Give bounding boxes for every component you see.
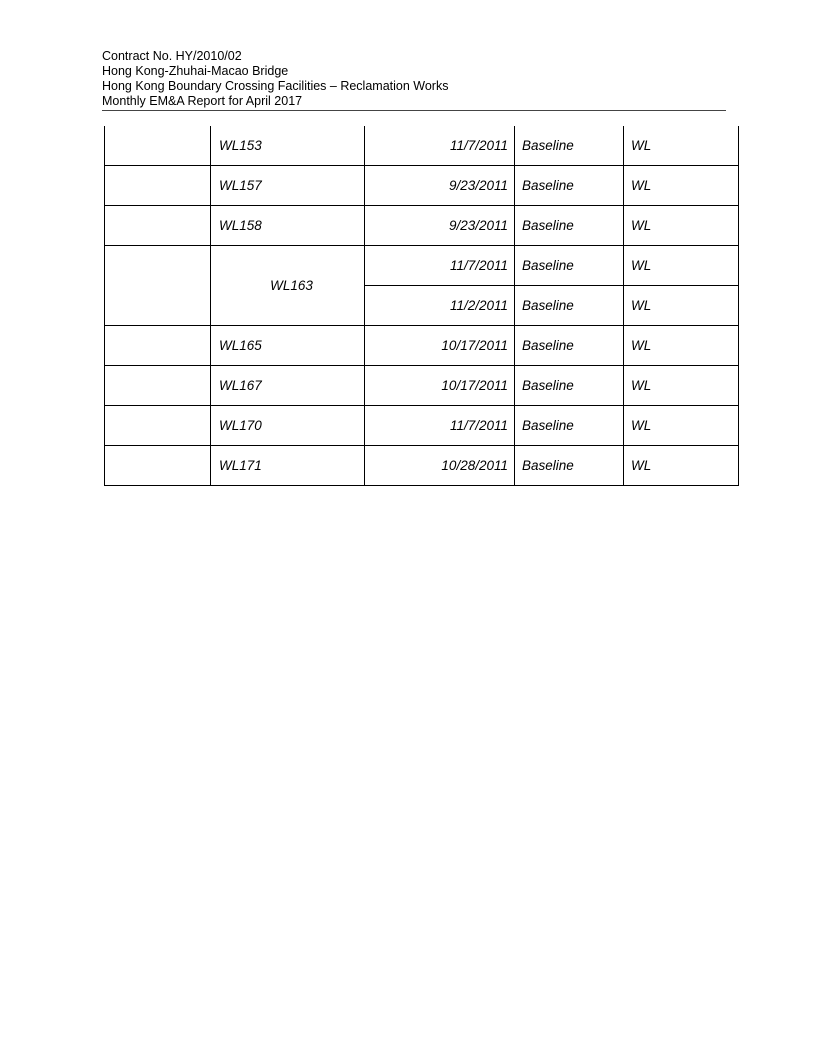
table-row [105,446,739,486]
monitoring-table [104,126,739,486]
parameter-cell: WL [624,166,739,206]
parameter-cell: WL [624,246,739,286]
table-row [105,326,739,366]
parameter-cell: WL [624,406,739,446]
table-cell-blank [105,446,211,486]
table-row [105,246,739,286]
table-cell-blank [105,166,211,206]
date-cell: 11/2/2011 [365,286,515,326]
table-row [105,126,739,166]
header-divider [102,110,726,111]
table-cell-blank [105,126,211,166]
date-cell: 11/7/2011 [365,406,515,446]
type-cell: Baseline [515,286,624,326]
parameter-cell: WL [624,286,739,326]
table-row [105,406,739,446]
type-cell: Baseline [515,126,624,166]
parameter-cell: WL [624,126,739,166]
station-cell: WL171 [211,446,365,486]
parameter-cell: WL [624,446,739,486]
station-cell: WL158 [211,206,365,246]
parameter-cell: WL [624,326,739,366]
date-cell: 11/7/2011 [365,246,515,286]
station-cell: WL163 [211,246,365,326]
station-cell: WL170 [211,406,365,446]
report-title: Monthly EM&A Report for April 2017 [102,94,303,108]
station-cell: WL157 [211,166,365,206]
table-cell-blank [105,366,211,406]
table-cell-blank [105,326,211,366]
date-cell: 10/17/2011 [365,326,515,366]
type-cell: Baseline [515,206,624,246]
station-cell: WL153 [211,126,365,166]
type-cell: Baseline [515,446,624,486]
date-cell: 9/23/2011 [365,166,515,206]
type-cell: Baseline [515,246,624,286]
type-cell: Baseline [515,406,624,446]
type-cell: Baseline [515,366,624,406]
type-cell: Baseline [515,326,624,366]
date-cell: 10/28/2011 [365,446,515,486]
table-row [105,166,739,206]
type-cell: Baseline [515,166,624,206]
station-cell: WL167 [211,366,365,406]
contract-number: Contract No. HY/2010/02 [102,49,242,63]
project-name: Hong Kong-Zhuhai-Macao Bridge [102,64,289,78]
date-cell: 10/17/2011 [365,366,515,406]
table-cell-blank [105,206,211,246]
date-cell: 9/23/2011 [365,206,515,246]
table-cell-blank [105,246,211,326]
parameter-cell: WL [624,206,739,246]
date-cell: 11/7/2011 [365,126,515,166]
table-row [105,206,739,246]
table-row [105,366,739,406]
parameter-cell: WL [624,366,739,406]
table-cell-blank [105,406,211,446]
page-header [102,49,726,109]
station-cell: WL165 [211,326,365,366]
works-title: Hong Kong Boundary Crossing Facilities – Reclamation Works [102,79,449,93]
